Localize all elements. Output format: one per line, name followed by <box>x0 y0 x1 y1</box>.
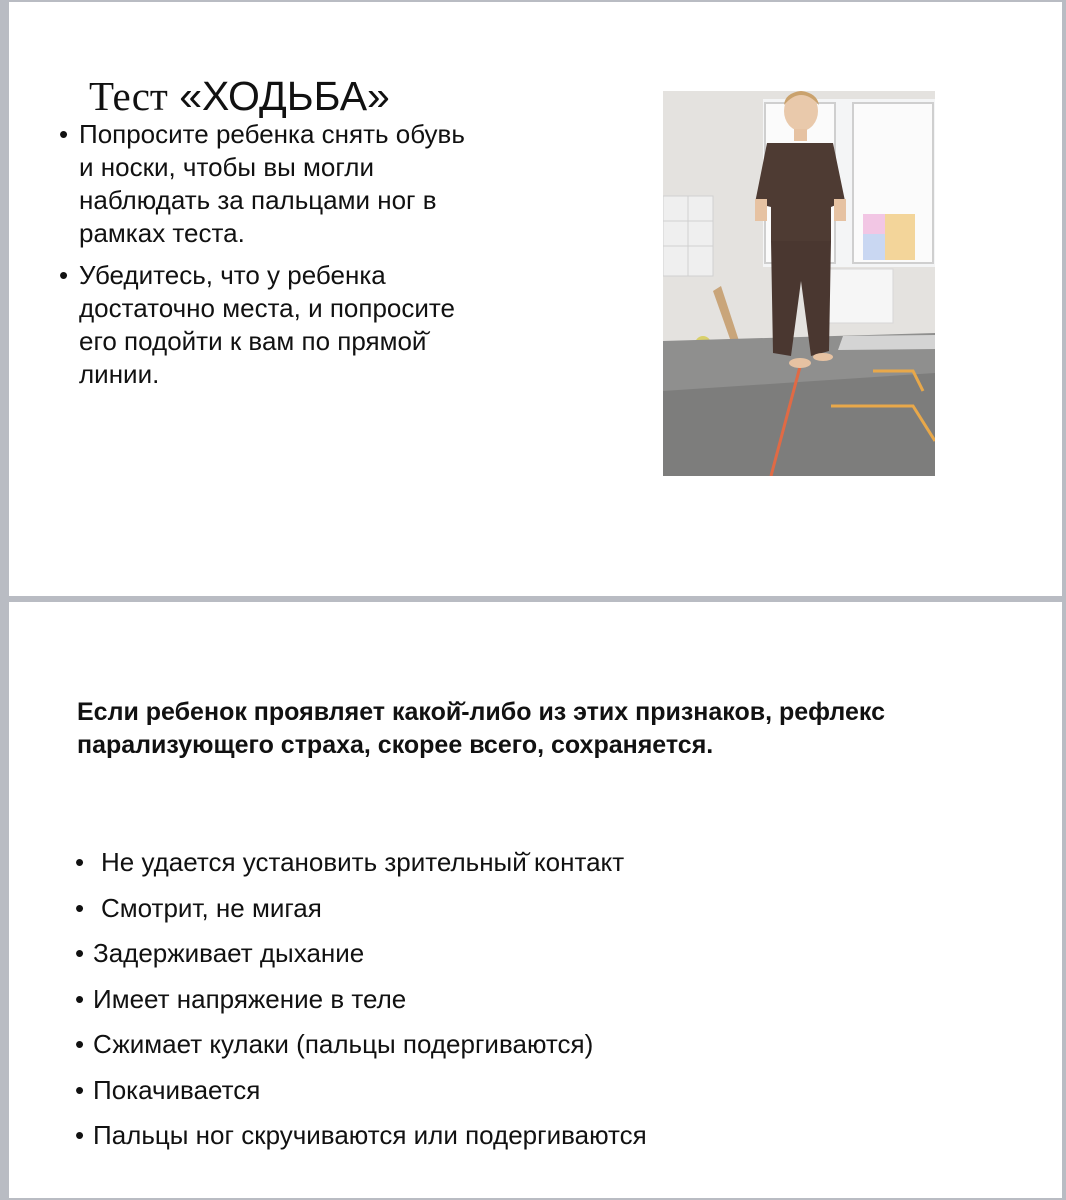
bullet-icon: • <box>75 1029 85 1059</box>
slide-title <box>89 72 390 120</box>
list-item <box>75 938 975 969</box>
bullet-icon: • <box>59 260 69 290</box>
list-item-text: Сжимает кулаки (пальцы подергиваются) <box>93 1029 594 1059</box>
slide-walking-test <box>9 2 1062 596</box>
woman-walking-photo <box>663 91 935 476</box>
signs-list <box>75 847 975 1166</box>
bullet-icon: • <box>75 1120 85 1150</box>
list-item-text: Убедитесь, что у ребенка достаточно места, и попросите его подойти к вам по прямой̆ линии. <box>79 260 455 389</box>
slide-signs <box>9 602 1062 1198</box>
list-item <box>59 259 479 391</box>
bullet-icon: • <box>75 983 85 1014</box>
signs-heading: Если ребенок проявляет какой̆-либо из этих признаков, рефлекс парализующего страха, скорее всего, сохраняется. <box>77 698 885 759</box>
bullet-icon: • <box>75 1074 85 1105</box>
instructions-list <box>59 118 479 400</box>
list-item <box>59 118 479 250</box>
bullet-icon: • <box>75 892 85 923</box>
list-item <box>75 893 975 924</box>
list-item-text: Имеет напряжение в теле <box>93 983 407 1014</box>
list-item <box>75 847 975 878</box>
list-item <box>75 984 975 1015</box>
bullet-icon: • <box>59 119 69 149</box>
list-item-text: Попросите ребенка снять обувь и носки, чтобы вы могли наблюдать за пальцами ног в рамках теста. <box>79 119 465 248</box>
list-item-text: Задерживает дыхание <box>93 938 365 968</box>
list-item-text: Покачивается <box>93 1074 261 1105</box>
list-item-text: Не удается установить зрительный̆ контакт <box>101 847 625 877</box>
list-item <box>75 1029 975 1060</box>
bullet-icon: • <box>75 938 85 968</box>
list-item-text: Пальцы ног скручиваются или подергиваются <box>93 1120 647 1150</box>
bullet-icon: • <box>75 847 85 877</box>
photo-illustration <box>663 91 935 476</box>
list-item <box>75 1075 975 1106</box>
list-item-text: Смотрит, не мигая <box>101 892 322 923</box>
list-item <box>75 1120 975 1151</box>
title-prefix: Тест <box>89 73 168 119</box>
title-main: «ХОДЬБА» <box>179 73 390 119</box>
